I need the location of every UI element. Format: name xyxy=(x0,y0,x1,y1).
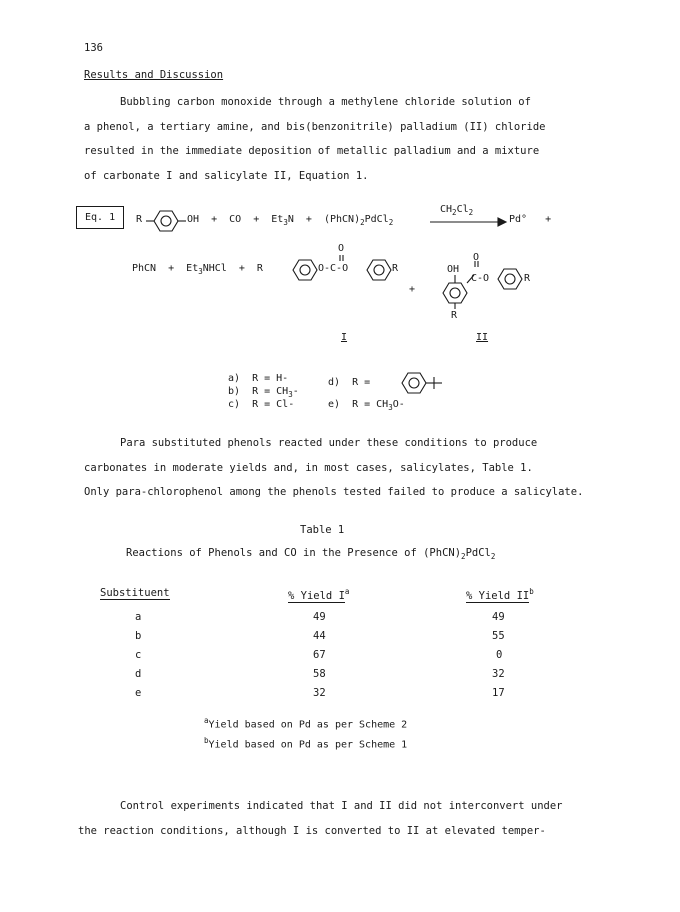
page-number: 136 xyxy=(84,42,103,54)
paragraph-2 xyxy=(84,431,604,505)
reactants-text: OH + CO + $Et_3N$ + $(PhCN)_2PdCl_2$ xyxy=(187,214,394,227)
paragraph-line: Only para-chlorophenol among the phenols tested failed to produce a salicylate. xyxy=(84,486,584,498)
footnote-mark: b xyxy=(204,736,209,745)
table-row xyxy=(0,668,680,686)
substituent-e: e) $R = CH_3O-$ xyxy=(328,399,405,412)
table-header-substituent: Substituent xyxy=(100,587,170,599)
paragraph-line: a phenol, a tertiary amine, and bis(benzonitrile) palladium (II) chloride xyxy=(84,120,546,133)
footnote-text: Yield based on Pd as per Scheme 1 xyxy=(208,739,408,751)
paragraph-line: resulted in the immediate deposition of metallic palladium and a mixture xyxy=(84,145,540,157)
table-caption: Reactions of Phenols and CO in the Presence of $(PhCN)_2PdCl_2$ xyxy=(126,547,496,562)
phenol-r: R xyxy=(136,214,143,225)
cell-yield-ii: 17 xyxy=(492,687,505,699)
cell-yield-i: 44 xyxy=(313,630,326,642)
solvent-label: $CH_2Cl_2$ xyxy=(440,204,474,217)
cell-substituent: d xyxy=(135,668,142,680)
substituent-a: a) R = H- xyxy=(228,373,289,384)
equation-label: Eq. 1 xyxy=(76,206,124,229)
salicylate-r: R xyxy=(451,310,458,321)
byproducts-text: PhCN + $Et_3NHCl + R$ xyxy=(132,263,263,276)
cell-substituent: b xyxy=(135,630,142,642)
table-header-yield-ii xyxy=(466,587,534,602)
cell-yield-ii: 32 xyxy=(492,668,505,680)
substituent-b: b) $R = CH_3-$ xyxy=(228,386,299,399)
table-row xyxy=(0,630,680,648)
header-superscript: b xyxy=(529,587,534,596)
cell-yield-i: 49 xyxy=(313,611,326,623)
salicylate-carbonyl-o: O xyxy=(473,252,480,263)
paragraph-3 xyxy=(78,794,604,843)
salicylate-oh: OH xyxy=(447,264,460,275)
cell-yield-ii: 49 xyxy=(492,611,505,623)
table-footnote-a xyxy=(204,716,407,730)
cell-yield-ii: 0 xyxy=(496,649,503,661)
table-row xyxy=(0,687,680,705)
cell-yield-i: 67 xyxy=(313,649,326,661)
salicylate-ester: C-O xyxy=(471,273,490,284)
cell-substituent: a xyxy=(135,611,142,623)
plus-sign: + xyxy=(409,284,416,295)
table-title: Table 1 xyxy=(300,524,345,536)
paragraph-line: the reaction conditions, although I is converted to II at elevated temper- xyxy=(78,824,546,837)
header-text: % Yield II xyxy=(466,589,530,602)
header-superscript: a xyxy=(344,587,350,596)
compound-label-II: II xyxy=(476,332,489,343)
paragraph-line: of carbonate I and salicylate II, Equation 1. xyxy=(84,169,369,182)
header-text: % Yield I xyxy=(288,589,345,602)
section-heading: Results and Discussion xyxy=(84,69,224,81)
paragraph-line: Para substituted phenols reacted under these conditions to produce xyxy=(120,437,538,449)
salicylate-r2: R xyxy=(524,273,531,284)
table-header-yield-i xyxy=(288,587,349,602)
paragraph-line: Bubbling carbon monoxide through a methylene chloride solution of xyxy=(120,96,531,108)
carbonate-linkage: O-C-O xyxy=(318,263,349,274)
substituent-d: d) R = xyxy=(328,377,371,388)
substituent-c: c) R = Cl- xyxy=(228,399,295,410)
table-row xyxy=(0,649,680,667)
compound-label-I: I xyxy=(341,332,348,343)
cell-substituent: e xyxy=(135,687,142,699)
table-row xyxy=(0,611,680,629)
pd-product: Pd° + xyxy=(509,214,552,225)
carbonate-carbonyl-o: O xyxy=(338,243,345,254)
cell-yield-i: 58 xyxy=(313,668,326,680)
paragraph-line: Control experiments indicated that I and II did not interconvert under xyxy=(120,800,563,812)
cell-yield-i: 32 xyxy=(313,687,326,699)
paragraph-1 xyxy=(84,90,604,188)
cell-yield-ii: 55 xyxy=(492,630,505,642)
table-footnote-b xyxy=(204,736,407,750)
carbonate-r: R xyxy=(392,263,399,274)
paragraph-line: carbonates in moderate yields and, in most cases, salicylates, Table 1. xyxy=(84,461,533,474)
footnote-mark: a xyxy=(204,716,209,725)
cell-substituent: c xyxy=(135,649,142,661)
footnote-text: Yield based on Pd as per Scheme 2 xyxy=(208,719,408,731)
